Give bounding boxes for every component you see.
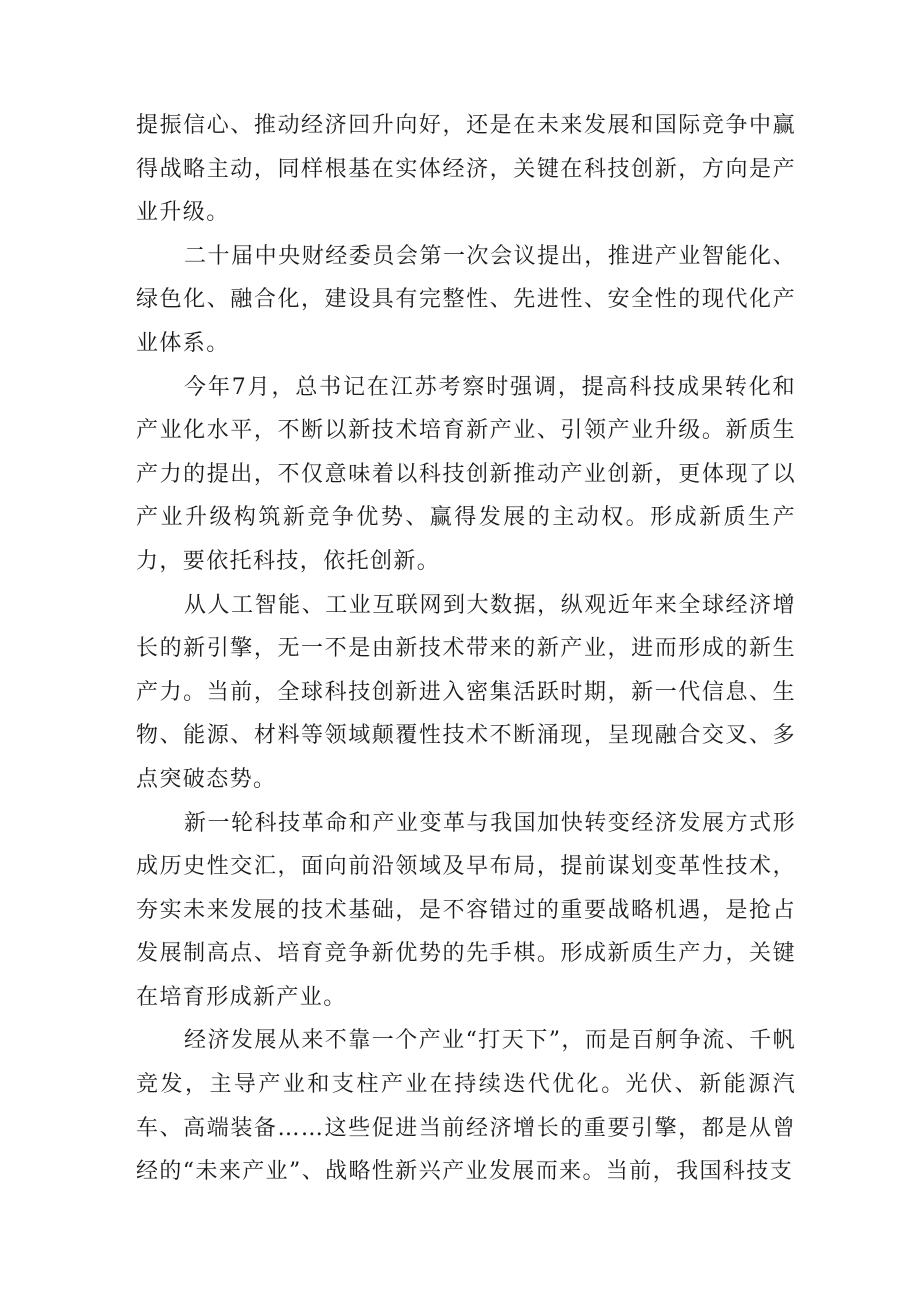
paragraph-6: 经济发展从来不靠一个产业“打天下”，而是百舸争流、千帆竞发，主导产业和支柱产业在持续迭代优化。光伏、新能源汽车、高端装备……这些促进当前经济增长的重要引擎，都是从曾经的“未来产业”、战略性新兴产业发展而来。当前，我国科技支 xyxy=(136,1028,796,1185)
document-body xyxy=(136,104,796,1194)
paragraph-1: 提振信心、推动经济回升向好，还是在未来发展和国际竞争中赢得战略主动，同样根基在实体经济，关键在科技创新，方向是产业升级。 xyxy=(136,113,796,226)
paragraph-2: 二十届中央财经委员会第一次会议提出，推进产业智能化、绿色化、融合化，建设具有完整性、先进性、安全性的现代化产业体系。 xyxy=(136,243,796,356)
paragraph-4: 从人工智能、工业互联网到大数据，纵观近年来全球经济增长的新引擎，无一不是由新技术带来的新产业，进而形成的新生产力。当前，全球科技创新进入密集活跃时期，新一代信息、生物、能源、材料等领域颠覆性技术不断涌现，呈现融合交叉、多点突破态势。 xyxy=(136,592,796,792)
paragraph-3: 今年7月，总书记在江苏考察时强调，提高科技成果转化和产业化水平，不断以新技术培育新产业、引领产业升级。新质生产力的提出，不仅意味着以科技创新推动产业创新，更体现了以产业升级构筑新竞争优势、赢得发展的主动权。形成新质生产力，要依托科技，依托创新。 xyxy=(136,374,796,574)
paragraph-5: 新一轮科技革命和产业变革与我国加快转变经济发展方式形成历史性交汇，面向前沿领域及早布局，提前谋划变革性技术，夯实未来发展的技术基础，是不容错过的重要战略机遇，是抢占发展制高点、培育竞争新优势的先手棋。形成新质生产力，关键在培育形成新产业。 xyxy=(136,810,796,1010)
